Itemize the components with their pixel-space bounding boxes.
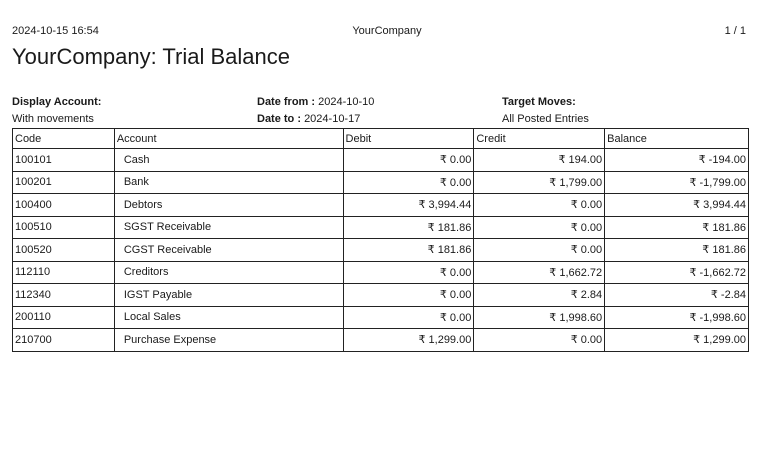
report-header-page-number: 1 / 1	[724, 25, 746, 37]
cell-account: Purchase Expense	[114, 329, 343, 352]
date-to-value: 2024-10-17	[304, 113, 361, 125]
date-from-label: Date from :	[257, 96, 316, 108]
cell-balance: ₹ -194.00	[605, 149, 749, 172]
cell-credit: ₹ 1,799.00	[474, 171, 605, 194]
table-header-row	[13, 129, 749, 149]
table-row	[13, 329, 749, 352]
date-from	[257, 96, 374, 108]
cell-balance: ₹ 1,299.00	[605, 329, 749, 352]
display-account-label: Display Account:	[12, 96, 102, 108]
cell-debit: ₹ 0.00	[343, 261, 474, 284]
cell-balance: ₹ -1,998.60	[605, 306, 749, 329]
table-row	[13, 194, 749, 217]
cell-balance: ₹ -1,799.00	[605, 171, 749, 194]
table-row	[13, 216, 749, 239]
cell-code: 100101	[13, 149, 115, 172]
cell-code: 100201	[13, 171, 115, 194]
cell-credit: ₹ 2.84	[474, 284, 605, 307]
cell-balance: ₹ -2.84	[605, 284, 749, 307]
table-row	[13, 171, 749, 194]
cell-balance: ₹ 3,994.44	[605, 194, 749, 217]
cell-credit: ₹ 0.00	[474, 194, 605, 217]
cell-debit: ₹ 0.00	[343, 149, 474, 172]
target-moves-label: Target Moves:	[502, 96, 576, 108]
cell-code: 100520	[13, 239, 115, 262]
cell-debit: ₹ 181.86	[343, 216, 474, 239]
cell-account: Creditors	[114, 261, 343, 284]
report-header-datetime: 2024-10-15 16:54	[12, 25, 99, 37]
display-account-value: With movements	[12, 113, 94, 125]
column-header-credit: Credit	[474, 129, 605, 149]
report-title: YourCompany: Trial Balance	[12, 44, 291, 69]
cell-code: 100400	[13, 194, 115, 217]
cell-credit: ₹ 0.00	[474, 216, 605, 239]
target-moves-value: All Posted Entries	[502, 113, 589, 125]
column-header-account: Account	[114, 129, 343, 149]
cell-code: 200110	[13, 306, 115, 329]
cell-code: 210700	[13, 329, 115, 352]
cell-account: Debtors	[114, 194, 343, 217]
cell-code: 100510	[13, 216, 115, 239]
cell-account: Bank	[114, 171, 343, 194]
table-row	[13, 306, 749, 329]
cell-credit: ₹ 1,998.60	[474, 306, 605, 329]
cell-account: SGST Receivable	[114, 216, 343, 239]
cell-balance: ₹ -1,662.72	[605, 261, 749, 284]
cell-debit: ₹ 1,299.00	[343, 329, 474, 352]
table-row	[13, 261, 749, 284]
cell-credit: ₹ 0.00	[474, 329, 605, 352]
cell-credit: ₹ 1,662.72	[474, 261, 605, 284]
cell-account: IGST Payable	[114, 284, 343, 307]
table-row	[13, 149, 749, 172]
table-row	[13, 284, 749, 307]
column-header-debit: Debit	[343, 129, 474, 149]
cell-debit: ₹ 3,994.44	[343, 194, 474, 217]
date-from-value: 2024-10-10	[318, 96, 375, 108]
cell-balance: ₹ 181.86	[605, 216, 749, 239]
trial-balance-table	[12, 128, 749, 352]
column-header-balance: Balance	[605, 129, 749, 149]
cell-balance: ₹ 181.86	[605, 239, 749, 262]
cell-debit: ₹ 0.00	[343, 306, 474, 329]
cell-account: Local Sales	[114, 306, 343, 329]
cell-code: 112110	[13, 261, 115, 284]
cell-debit: ₹ 0.00	[343, 284, 474, 307]
date-to-label: Date to :	[257, 113, 301, 125]
cell-debit: ₹ 0.00	[343, 171, 474, 194]
cell-account: CGST Receivable	[114, 239, 343, 262]
cell-debit: ₹ 181.86	[343, 239, 474, 262]
cell-credit: ₹ 0.00	[474, 239, 605, 262]
column-header-code: Code	[13, 129, 115, 149]
cell-code: 112340	[13, 284, 115, 307]
cell-credit: ₹ 194.00	[474, 149, 605, 172]
report-header-company: YourCompany	[352, 25, 422, 37]
table-row	[13, 239, 749, 262]
cell-account: Cash	[114, 149, 343, 172]
date-to	[257, 113, 360, 125]
